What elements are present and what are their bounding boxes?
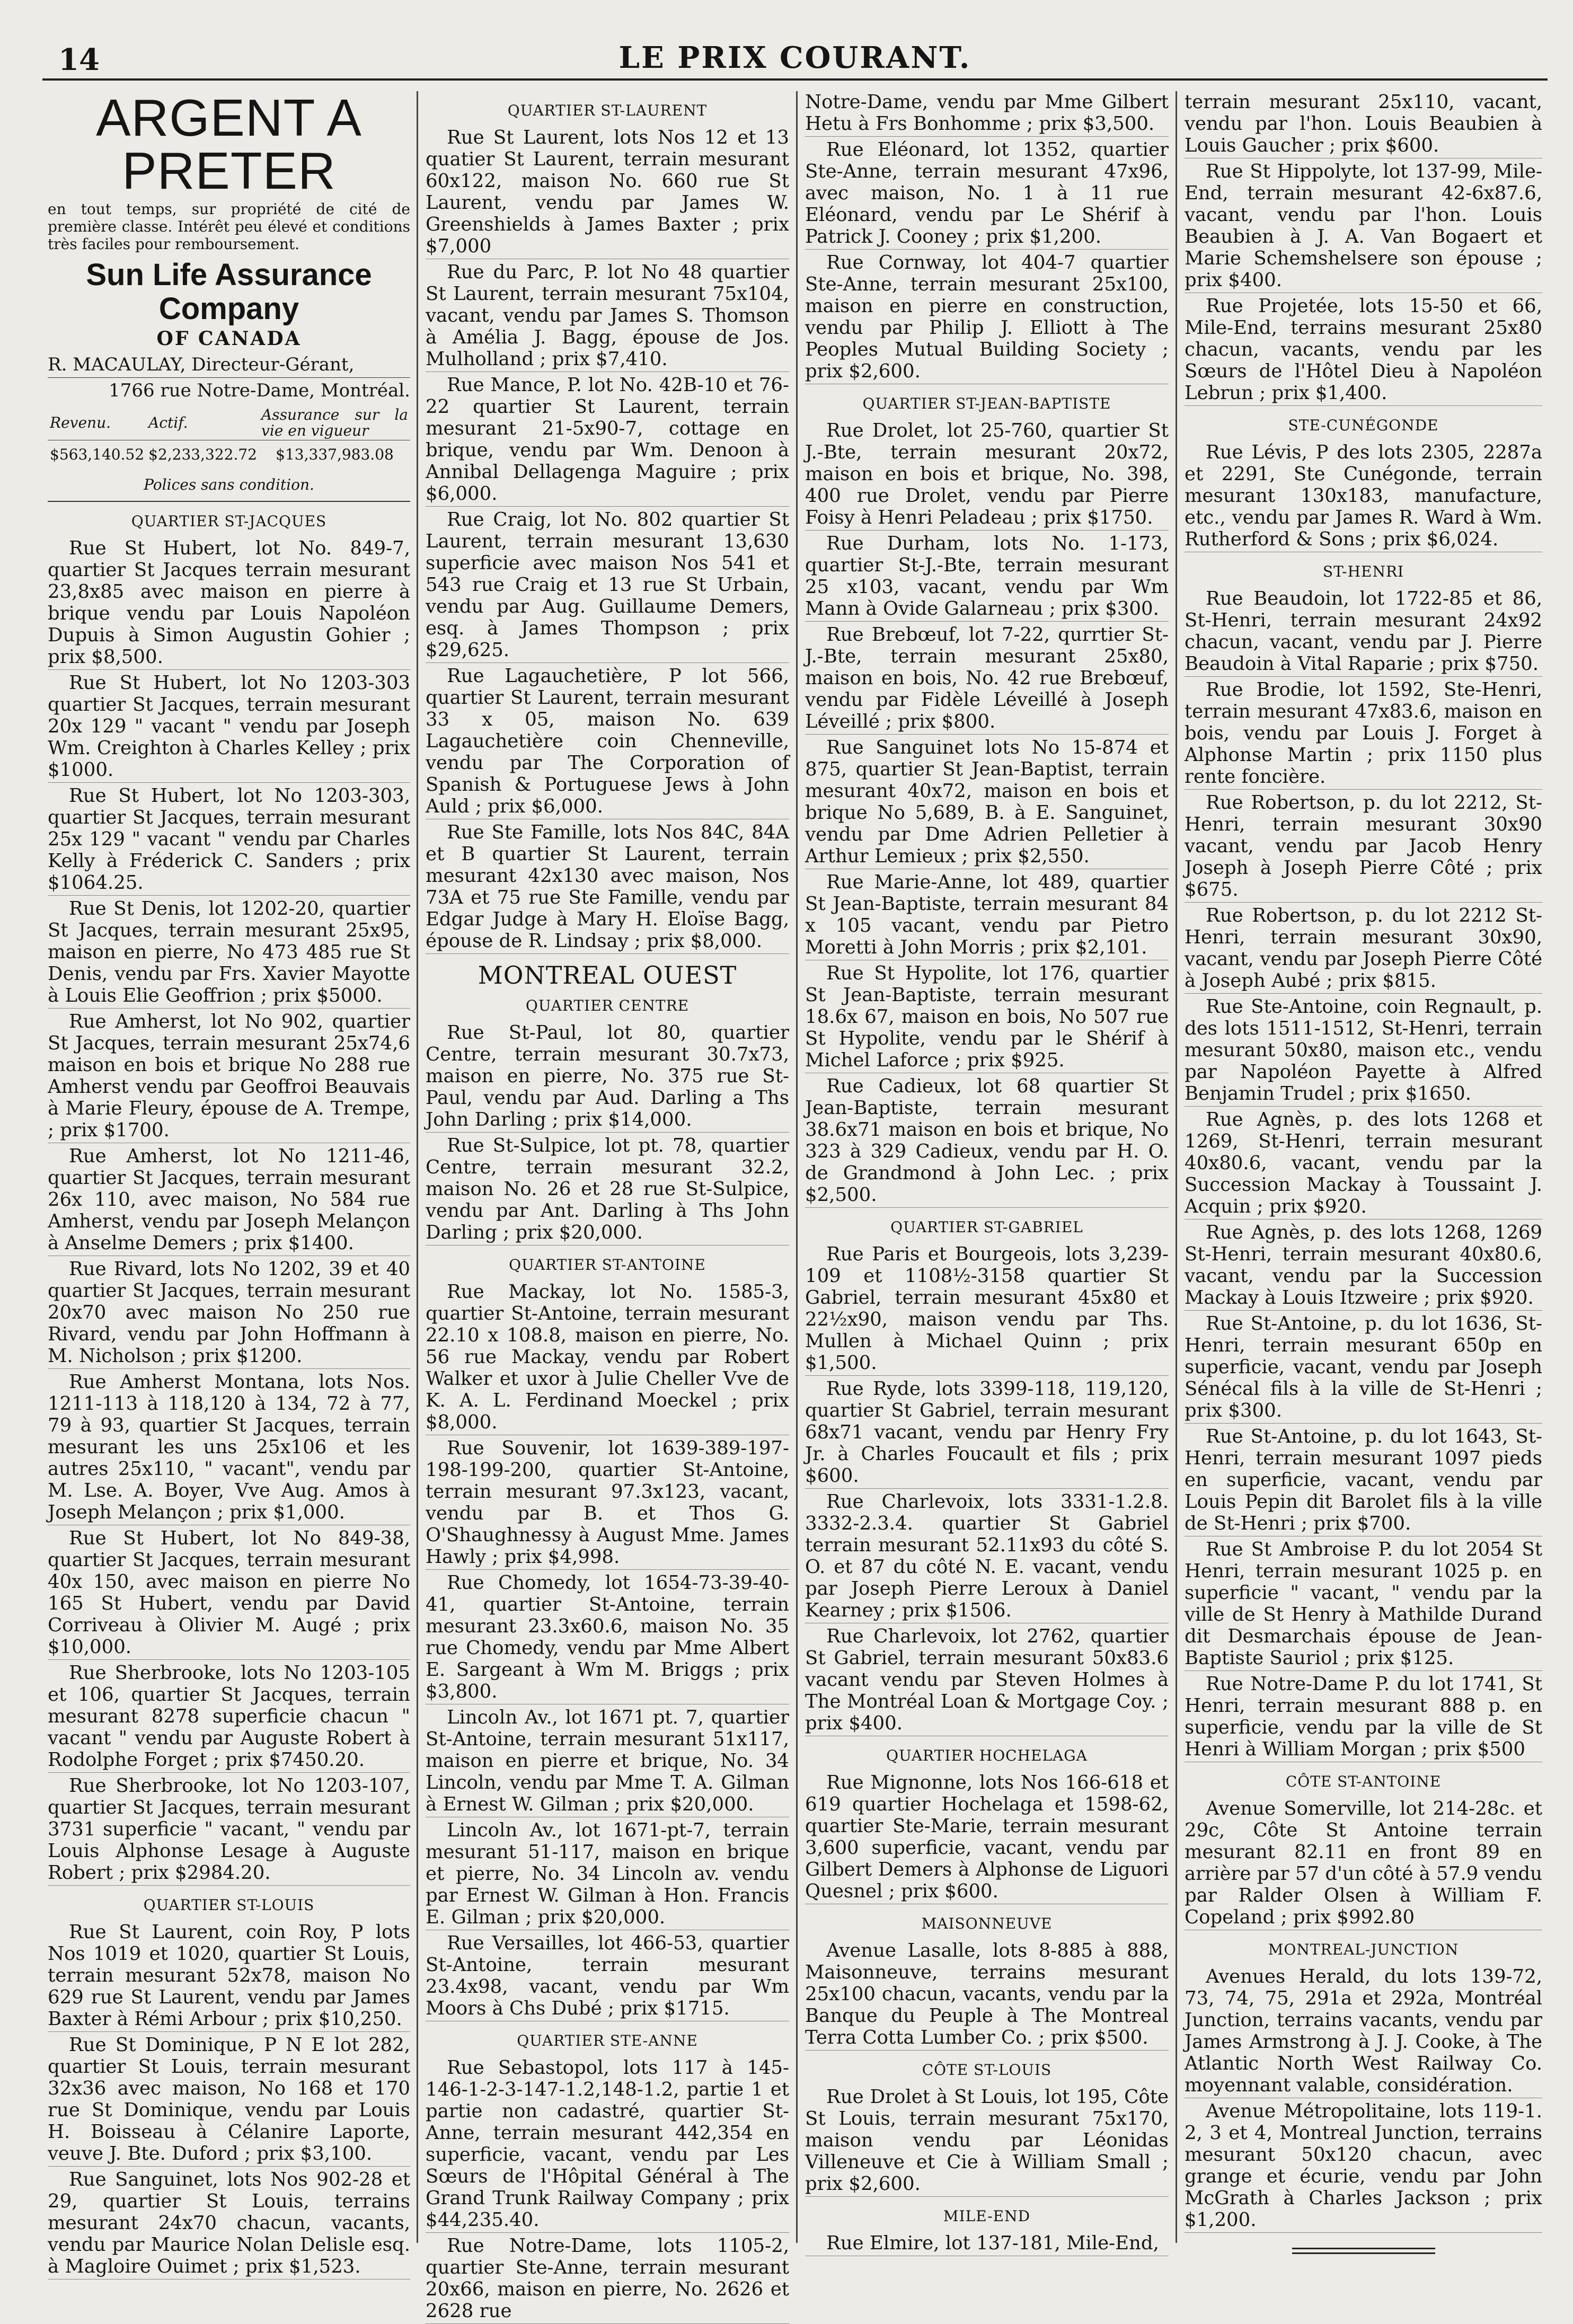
- sale-entry: Rue Charlevoix, lots 3331-1.2.8. 3332-2.3.4. quartier St Gabriel terrain mesurant 52.11x93 du côté S. O. et 87 du côté N. E. vacant, vendu par Joseph Pierre Leroux à Daniel Kearney ; prix $1506.: [805, 1491, 1169, 1623]
- sale-entry: Avenue Lasalle, lots 8-885 à 888, Maisonneuve, terrains mesurant 25x100 chacun, vacants, vendu par la Banque du Peuple à The Montreal Terra Cotta Lumber Co. ; prix $500.: [805, 1940, 1169, 2051]
- sale-entry: Rue Marie-Anne, lot 489, quartier St Jean-Baptiste, terrain mesurant 84 x 105 vacant, vendu par Pietro Moretti à John Morris ; prix $2,101.: [805, 871, 1169, 960]
- section-heading: ST-HENRI: [1322, 563, 1404, 580]
- sale-entry: Rue Versailles, lot 466-53, quartier St-Antoine, terrain mesurant 23.4x98, vacant, vendu par Wm Moors à Chs Dubé ; prix $1715.: [426, 1932, 789, 2021]
- ad-figures-table: [48, 406, 410, 469]
- sale-entry: Rue Cadieux, lot 68 quartier St Jean-Baptiste, terrain mesurant 38.6x71 maison en bois et brique, No 323 à 329 Cadieux, vendu par H. O. de Grandmond à John Lec. ; prix $2,500.: [805, 1075, 1169, 1208]
- column-divider: [417, 91, 418, 2243]
- ad-country: OF CANADA: [156, 328, 302, 350]
- ad-revenue-value: $563,140.52: [50, 446, 145, 463]
- section-heading: CÔTE ST-LOUIS: [922, 2061, 1052, 2079]
- sale-entry: Rue Drolet à St Louis, lot 195, Côte St Louis, terrain mesurant 75x170, maison vendu par Léonidas Villeneuve et Cie à William Small ; prix $2,600.: [805, 2086, 1169, 2197]
- sale-entry: Avenue Somerville, lot 214-28c. et 29c, Côte St Antoine terrain mesurant 82.11 en front 89 en arrière par 57 d'un côté à 57.9 vendu par Ralder Olsen à William F. Copeland ; prix $992.80: [1185, 1798, 1542, 1930]
- sale-entry: Rue St Ambroise P. du lot 2054 St Henri, terrain mesurant 1025 p. en superficie " vacant, " vendu par la ville de St Henry à Mathilde Durand dit Desmarchais épouse de Jean-Baptiste Sauriol ; prix $125.: [1185, 1539, 1542, 1671]
- sale-entry: Rue Lévis, P des lots 2305, 2287a et 2291, Ste Cunégonde, terrain mesurant 130x183, manufacture, etc., vendu par James R. Ward à Wm. Rutherford & Sons ; prix $6,024.: [1185, 441, 1542, 552]
- sale-entry: Avenues Herald, du lots 139-72, 73, 74, 75, 291a et 292a, Montréal Junction, terrains vacants, vendu par James Armstrong à J. J. Cooke, à The Atlantic North West Railway Co. moyennant valable, considération.: [1185, 1966, 1542, 2098]
- section-heading: QUARTIER ST-JACQUES: [131, 512, 327, 530]
- section-heading: QUARTIER ST-LAURENT: [507, 102, 708, 119]
- section-heading: QUARTIER ST-GABRIEL: [890, 1218, 1083, 1236]
- sale-entry: Rue Agnès, p. des lots 1268, 1269 St-Henri, terrain mesurant 40x80.6, vacant, vendu par la Succession Mackay à Louis Itzweire ; prix $920.: [1185, 1222, 1542, 1311]
- column-1: [42, 89, 416, 2277]
- sale-entry: Rue Rivard, lots No 1202, 39 et 40 quartier St Jacques, terrain mesurant 20x70 avec maison No 250 rue Rivard, vendu par John Hoffmann à M. Nicholson ; prix $1200.: [48, 1258, 410, 1369]
- column-divider: [796, 91, 798, 2243]
- sale-entry: Rue Mignonne, lots Nos 166-618 et 619 quartier Hochelaga et 1598-62, quartier Ste-Marie, terrain mesurant 3,600 superficie, vacant, vendu par Gilbert Demers à Alphonse de Liguori Quesnel ; prix $600.: [805, 1772, 1169, 1904]
- sale-entry: Rue Notre-Dame, lots 1105-2, quartier Ste-Anne, terrain mesurant 20x66, maison en pierre, No. 2626 et 2628 rue: [426, 2235, 789, 2324]
- sale-entry: Rue Sanguinet lots No 15-874 et 875, quartier St Jean-Baptist, terrain mesurant 40x72, maison en bois et brique No 5,689, B. à E. Sanguinet, vendu par Dme Adrien Pelletier à Arthur Lemieux ; prix $2,550.: [805, 737, 1169, 869]
- sale-entry: Rue St Laurent, coin Roy, P lots Nos 1019 et 1020, quartier St Louis, terrain mesurant 52x78, maison No 629 rue St Laurent, vendu par James Baxter à Rémi Arbour ; prix $10,250.: [48, 1921, 410, 2032]
- ad-note: Polices sans condition.: [144, 476, 314, 493]
- sale-entry: Rue Agnès, p. des lots 1268 et 1269, St-Henri, terrain mesurant 40x80.6, vacant, vendu par la Succession Mackay à Toussaint J. Acquin ; prix $920.: [1185, 1109, 1542, 1220]
- sale-entry: Rue St-Paul, lot 80, quartier Centre, terrain mesurant 30.7x73, maison en pierre, No. 375 rue St-Paul, vendu par Aud. Darling a Ths John Darling ; prix $14,000.: [426, 1022, 789, 1133]
- sale-entry: Rue Charlevoix, lot 2762, quartier St Gabriel, terrain mesurant 50x83.6 vacant vendu par Steven Holmes à The Montréal Loan & Mortgage Coy. ; prix $400.: [805, 1625, 1169, 1736]
- sale-entry: Rue Brebœuf, lot 7-22, qurrtier St-J.-Bte, terrain mesurant 25x80, maison en bois, No. 42 rue Brebœuf, vendu par Fidèle Léveillé à Joseph Léveillé ; prix $800.: [805, 624, 1169, 735]
- sale-entry: terrain mesurant 25x110, vacant, vendu par l'hon. Louis Beaubien à Louis Gaucher ; prix $600.: [1185, 91, 1542, 158]
- ad-actif-value: $2,233,322.72: [148, 446, 257, 463]
- sale-entry: Rue Robertson, p. du lot 2212, St-Henri, terrain mesurant 30x90 vacant, vendu par Jacob Henry Joseph à Joseph Pierre Côté ; prix $675.: [1185, 792, 1542, 903]
- sale-entry: Notre-Dame, vendu par Mme Gilbert Hetu à Frs Bonhomme ; prix $3,500.: [805, 91, 1169, 137]
- sale-entry: Rue du Parc, P. lot No 48 quartier St Laurent, terrain mesurant 75x104, vacant, vendu par James S. Thomson à Amélia J. Bagg, épouse de Jos. Mulholland ; prix $7,410.: [426, 261, 789, 372]
- ad-company: Sun Life Assurance Company: [86, 258, 372, 326]
- sale-entry: Rue Mance, P. lot No. 42B-10 et 76-22 quartier St Laurent, terrain mesurant 21-5x90-7, cottage en brique, vendu par Wm. Denoon à Annibal Dellagenga Maguire ; prix $6,000.: [426, 374, 789, 507]
- sale-entry: Rue Durham, lots No. 1-173, quartier St-J.-Bte, terrain mesurant 25 x103, vacant, vendu par Wm Mann à Ovide Galarneau ; prix $300.: [805, 533, 1169, 622]
- sale-entry: Rue Amherst, lot No 1211-46, quartier St Jacques, terrain mesurant 26x 110, avec maison, No 584 rue Amherst, vendu par Joseph Melançon à Anselme Demers ; prix $1400.: [48, 1145, 410, 1256]
- column-1-sections: [48, 510, 410, 2279]
- sale-entry: Rue St-Antoine, p. du lot 1643, St-Henri, terrain mesurant 1097 pieds en superficie, vacant, vendu par Louis Pepin dit Barolet fils à la ville de St-Henri ; prix $700.: [1185, 1426, 1542, 1536]
- ad-director: R. MACAULAY, Directeur-Gérant,: [48, 354, 410, 378]
- sale-entry: Rue Craig, lot No. 802 quartier St Laurent, terrain mesurant 13,630 superficie avec maison Nos 541 et 543 rue Craig et 13 rue St Urbain, vendu par Aug. Guillaume Demers, esq. à James Thompson ; prix $29,625.: [426, 509, 789, 663]
- sale-entry: Rue St Hubert, lot No. 849-7, quartier St Jacques terrain mesurant 23,8x85 avec maison en pierre à brique vendu par Louis Napoléon Dupuis à Simon Augustin Gohier ; prix $8,500.: [48, 537, 410, 670]
- sale-entry: Rue St Laurent, lots Nos 12 et 13 quatier St Laurent, terrain mesurant 60x122, maison No. 660 rue St Laurent, vendu par James W. Greenshields à James Baxter ; prix $7,000: [426, 127, 789, 259]
- sale-entry: Rue Ryde, lots 3399-118, 119,120, quartier St Gabriel, terrain mesurant 68x71 vacant, vendu par Henry Fry Jr. à Charles Foucault et fils ; prix $600.: [805, 1378, 1169, 1489]
- ad-address: 1766 rue Notre-Dame, Montréal.: [109, 380, 410, 401]
- article-columns: [42, 89, 1548, 2322]
- section-heading: CÔTE ST-ANTOINE: [1285, 1773, 1442, 1790]
- ad-col-revenue: Revenu.: [48, 406, 146, 440]
- advertisement: [48, 91, 410, 502]
- sale-entry: Rue St Dominique, P N E lot 282, quartier St Louis, terrain mesurant 32x36 avec maison, No 168 et 170 rue St Dominique, vendu par Louis H. Boisseau à Célanire Laporte, veuve J. Bte. Duford ; prix $3,100.: [48, 2034, 410, 2167]
- section-heading: QUARTIER ST-ANTOINE: [509, 1256, 706, 1274]
- sale-entry: Rue St Hubert, lot No 849-38, quartier St Jacques, terrain mesurant 40x 150, avec maison en pierre No 165 St Hubert, vendu par David Corriveau à Olivier M. Augé ; prix $10,000.: [48, 1527, 410, 1660]
- page-header: [42, 37, 1548, 81]
- sale-entry: Rue Robertson, p. du lot 2212 St-Henri, terrain mesurant 30x90, vacant, vendu par Joseph Pierre Côté à Joseph Aubé ; prix $815.: [1185, 905, 1542, 994]
- sale-entry: Rue St Hubert, lot No 1203-303, quartier St Jacques, terrain mesurant 25x 129 " vacant " vendu par Charles Kelly à Fréderick C. Sanders ; prix $1064.25.: [48, 785, 410, 896]
- sale-entry: Rue Sebastopol, lots 117 à 145-146-1-2-3-147-1.2,148-1.2, partie 1 et partie non cadastré, quartier St-Anne, terrain mesurant 442,354 en superficie, vacant, vendu par Les Sœurs de l'Hôpital Général à The Grand Trunk Railway Company ; prix $44,235.40.: [426, 2057, 789, 2233]
- ad-col-assurance: Assurance sur la vie en vigueur: [259, 406, 410, 440]
- ad-assurance-value: $13,337,983.08: [276, 446, 394, 463]
- sale-entry: Rue Cornway, lot 404-7 quartier Ste-Anne, terrain mesurant 25x100, maison en pierre en construction, vendu par Philip J. Elliott à The Peoples Mutual Building Society ; prix $2,600.: [805, 252, 1169, 384]
- ad-text: en tout temps, sur propriété de cité de première classe. Intérêt peu élevé et conditions très faciles pour remboursement.: [48, 200, 410, 253]
- sale-entry: Rue St Hippolyte, lot 137-99, Mile-End, terrain mesurant 42-6x87.6, vacant, vendu par l'hon. Louis Beaubien à J. A. Van Bogaert et Marie Schemshelsere son épouse ; prix $400.: [1185, 161, 1542, 293]
- end-rule: [1292, 2248, 1435, 2254]
- section-heading: MAISONNEUVE: [921, 1915, 1053, 1932]
- sale-entry: Avenue Métropolitaine, lots 119-1. 2, 3 et 4, Montreal Junction, terrains mesurant 50x120 chacun, avec grange et écurie, vendu par John McGrath à Charles Jackson ; prix $1,200.: [1185, 2100, 1542, 2233]
- sale-entry: Lincoln Av., lot 1671-pt-7, terrain mesurant 51-117, maison en brique et pierre, No. 34 Lincoln av. vendu par Ernest W. Gilman à Hon. Francis E. Gilman ; prix $20,000.: [426, 1819, 789, 1930]
- sale-entry: Rue Eléonard, lot 1352, quartier Ste-Anne, terrain mesurant 47x96, avec maison, No. 1 à 11 rue Eléonard, vendu par Le Shérif à Patrick J. Cooney ; prix $1,200.: [805, 139, 1169, 250]
- section-heading: MILE-END: [943, 2207, 1031, 2225]
- section-heading: QUARTIER HOCHELAGA: [886, 1747, 1088, 1764]
- column-2-sections: [426, 100, 789, 2324]
- sale-entry: Rue Projetée, lots 15-50 et 66, Mile-End, terrains mesurant 25x80 chacun, vacants, vendu par les Sœurs de l'Hôtel Dieu à Napoléon Lebrun ; prix $1,400.: [1185, 295, 1542, 406]
- sale-entry: Rue Amherst, lot No 902, quartier St Jacques, terrain mesurant 25x74,6 maison en bois et brique No 288 rue Amherst vendu par Geoffroi Beauvais à Marie Fleury, épouse de A. Trempe, ; prix $1700.: [48, 1011, 410, 1143]
- sale-entry: Rue Mackay, lot No. 1585-3, quartier St-Antoine, terrain mesurant 22.10 x 108.8, maison en pierre, No. 56 rue Mackay, vendu par Robert Walker et uxor à Julie Cheller Vve de K. A. L. Ferdinand Moeckel ; prix $8,000.: [426, 1281, 789, 1435]
- section-heading: MONTREAL-JUNCTION: [1268, 1941, 1459, 1958]
- sale-entry: Rue St-Sulpice, lot pt. 78, quartier Centre, terrain mesurant 32.2, maison No. 26 et 28 rue St-Sulpice, vendu par Ant. Darling à Ths John Darling ; prix $20,000.: [426, 1135, 789, 1245]
- sale-entry: Rue Beaudoin, lot 1722-85 et 86, St-Henri, terrain mesurant 24x92 chacun, vacant, vendu par J. Pierre Beaudoin à Vital Raparie ; prix $750.: [1185, 588, 1542, 677]
- column-4: [1179, 91, 1548, 2243]
- sale-entry: Rue St Hubert, lot No 1203-303 quartier St Jacques, terrain mesurant 20x 129 " vacant " vendu par Joseph Wm. Creighton à Charles Kelley ; prix $1000.: [48, 672, 410, 783]
- section-major-heading: MONTREAL OUEST: [478, 961, 737, 989]
- section-heading: QUARTIER CENTRE: [525, 997, 690, 1014]
- sale-entry: Rue Notre-Dame P. du lot 1741, St Henri, terrain mesurant 888 p. en superficie, vendu par la ville de St Henri à William Morgan ; prix $500: [1185, 1673, 1542, 1762]
- section-heading: QUARTIER ST-JEAN-BAPTISTE: [862, 395, 1111, 412]
- sale-entry: Lincoln Av., lot 1671 pt. 7, quartier St-Antoine, terrain mesurant 51x117, maison en pierre et brique, No. 34 Lincoln, vendu par Mme T. A. Gilman à Ernest W. Gilman ; prix $20,000.: [426, 1707, 789, 1817]
- sale-entry: Rue Sherbrooke, lot No 1203-107, quartier St Jacques, terrain mesurant 3731 superficie " vacant, " vendu par Louis Alphonse Lesage à Auguste Robert ; prix $2984.20.: [48, 1775, 410, 1886]
- column-2: [420, 91, 794, 2322]
- page-number: 14: [58, 42, 100, 77]
- sale-entry: Rue Lagauchetière, P lot 566, quartier St Laurent, terrain mesurant 33 x 05, maison No. 639 Lagauchetière coin Chenneville, vendu par The Corporation of Spanish & Portuguese Jews à John Auld ; prix $6,000.: [426, 665, 789, 819]
- column-divider: [1176, 91, 1177, 2243]
- sale-entry: Rue St Hypolite, lot 176, quartier St Jean-Baptiste, terrain mesurant 18.6x 67, maison en bois, No 507 rue St Hypolite, vendu par le Shérif à Michel Laforce ; prix $925.: [805, 962, 1169, 1073]
- sale-entry: Rue Amherst Montana, lots Nos. 1211-113 à 118,120 à 134, 72 à 77, 79 à 93, quartier St Jacques, terrain mesurant les uns 25x106 et les autres 25x110, " vacant", vendu par M. Lse. A. Boyer, Vve Aug. Amos à Joseph Melançon ; prix $1,000.: [48, 1371, 410, 1525]
- ad-col-actif: Actif.: [146, 406, 259, 440]
- sale-entry: Rue Chomedy, lot 1654-73-39-40-41, quartier St-Antoine, terrain mesurant 23.3x60.6, maison No. 35 rue Chomedy, vendu par Mme Albert E. Sargeant à Wm M. Briggs ; prix $3,800.: [426, 1572, 789, 1704]
- sale-entry: Rue Brodie, lot 1592, Ste-Henri, terrain mesurant 47x83.6, maison en bois, vendu par Louis J. Forget à Alphonse Martin ; prix 1150 plus rente foncière.: [1185, 679, 1542, 790]
- sale-entry: Rue St Denis, lot 1202-20, quartier St Jacques, terrain mesurant 25x95, maison en pierre, No 473 485 rue St Denis, vendu par Frs. Xavier Mayotte à Louis Elie Geoffrion ; prix $5000.: [48, 898, 410, 1009]
- sale-entry: Rue Ste Famille, lots Nos 84C, 84A et B quartier St Laurent, terrain mesurant 42x130 avec maison, Nos 73A et 75 rue Ste Famille, vendu par Edgar Judge à Mary H. Eloïse Bagg, épouse de R. Lindsay ; prix $8,000.: [426, 821, 789, 954]
- column-3-sections: [805, 91, 1169, 2256]
- sale-entry: Rue Paris et Bourgeois, lots 3,239-109 et 1108½-3158 quartier St Gabriel, terrain mesurant 45x80 et 22½x90, maison vendu par Ths. Mullen à Michael Quinn ; prix $1,500.: [805, 1243, 1169, 1376]
- ad-title: ARGENT A PRETER: [96, 89, 362, 200]
- sale-entry: Rue Ste-Antoine, coin Regnault, p. des lots 1511-1512, St-Henri, terrain mesurant 50x80, maison etc., vendu par Napoléon Payette à Alfred Benjamin Trudel ; prix $1650.: [1185, 996, 1542, 1107]
- column-3: [800, 91, 1174, 2254]
- sale-entry: Rue Sanguinet, lots Nos 902-28 et 29, quartier St Louis, terrains mesurant 24x70 chacun, vacants, vendu par Maurice Nolan Delisle esq. à Magloire Ouimet ; prix $1,523.: [48, 2169, 410, 2279]
- section-heading: QUARTIER ST-LOUIS: [143, 1896, 315, 1914]
- section-heading: STE-CUNÉGONDE: [1288, 417, 1439, 434]
- journal-title: LE PRIX COURANT.: [618, 40, 971, 75]
- sale-entry: Rue Elmire, lot 137-181, Mile-End,: [805, 2232, 1169, 2256]
- sale-entry: Rue Drolet, lot 25-760, quartier St J.-Bte, terrain mesurant 20x72, maison en bois et brique, No. 398, 400 rue Drolet, vendu par Pierre Foisy à Henri Peladeau ; prix $1750.: [805, 420, 1169, 531]
- sale-entry: Rue St-Antoine, p. du lot 1636, St-Henri, terrain mesurant 650p en superficie, vacant, vendu par Joseph Sénécal fils à la ville de St-Henri ; prix $300.: [1185, 1313, 1542, 1424]
- sale-entry: Rue Sherbrooke, lots No 1203-105 et 106, quartier St Jacques, terrain mesurant 8278 superficie chacun " vacant " vendu par Auguste Robert à Rodolphe Forget ; prix $7450.20.: [48, 1662, 410, 1773]
- section-heading: QUARTIER STE-ANNE: [517, 2032, 698, 2049]
- column-4-sections: [1185, 91, 1542, 2233]
- sale-entry: Rue Souvenir, lot 1639-389-197-198-199-200, quartier St-Antoine, terrain mesurant 97.3x123, vacant, vendu par B. et Thos G. O'Shaughnessy à August Mme. James Hawly ; prix $4,998.: [426, 1437, 789, 1570]
